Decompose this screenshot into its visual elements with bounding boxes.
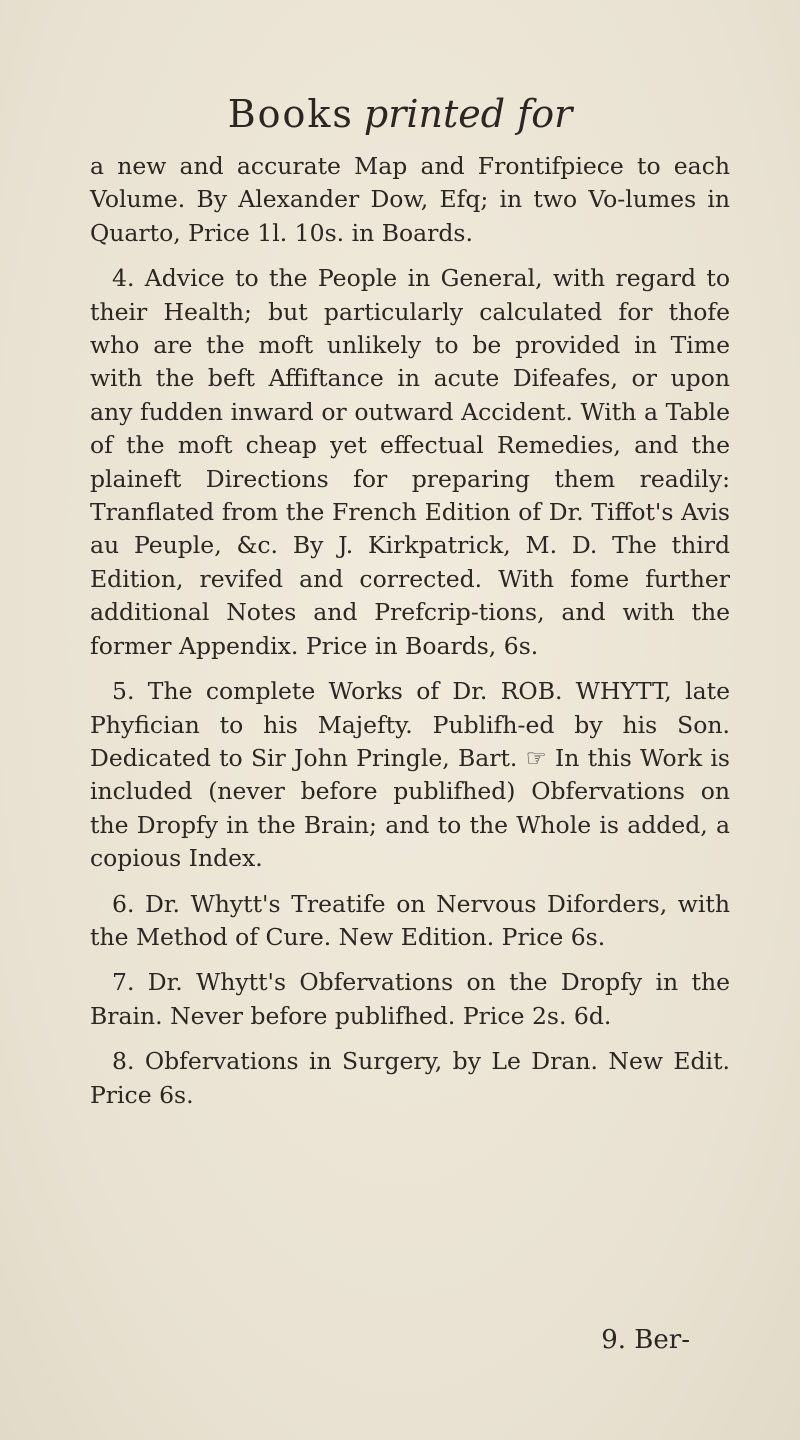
entry-continued: a new and accurate Map and Frontifpiece to each Volume. By Alexander Dow, Efq; in two Vo-lumes in Quarto, Price 1l. 10s. in Boards. (90, 152, 730, 247)
advertisement-list (90, 150, 730, 1124)
entry-5: 5. The complete Works of Dr. ROB. WHYTT, late Phyfician to his Majefty. Publifh-ed by his Son. Dedicated to Sir John Pringle, Bart. ☞ In this Work is included (never before publifhed) Obfervations on the Dropfy in the Brain; and to the Whole is added, a copious Index. (90, 677, 730, 873)
entry-8: 8. Obfervations in Surgery, by Le Dran. New Edit. Price 6s. (90, 1047, 730, 1109)
page-header (0, 92, 800, 136)
header-printed-for: printed for (363, 92, 573, 136)
entry-4: 4. Advice to the People in General, with regard to their Health; but particularly calculated for thofe who are the moft unlikely to be provided in Time with the beft Affiftance in acute Difeafes, or upon any fudden inward or outward Accident. With a Table of the moft cheap yet effectual Remedies, and the plaineft Directions for preparing them readily: Tranflated from the French Edition of Dr. Tiffot's Avis au Peuple, &c. By J. Kirkpatrick, M. D. The third Edition, revifed and corrected. With fome further additional Notes and Prefcrip-tions, and with the former Appendix. Price in Boards, 6s. (90, 264, 730, 660)
entry-6: 6. Dr. Whytt's Treatife on Nervous Diforders, with the Method of Cure. New Edition. Price 6s. (90, 889, 730, 951)
header-books: Books (227, 92, 354, 136)
catchword: 9. Ber- (601, 1325, 690, 1355)
entry-7: 7. Dr. Whytt's Obfervations on the Dropfy in the Brain. Never before publifhed. Price 2s. 6d. (90, 968, 730, 1030)
